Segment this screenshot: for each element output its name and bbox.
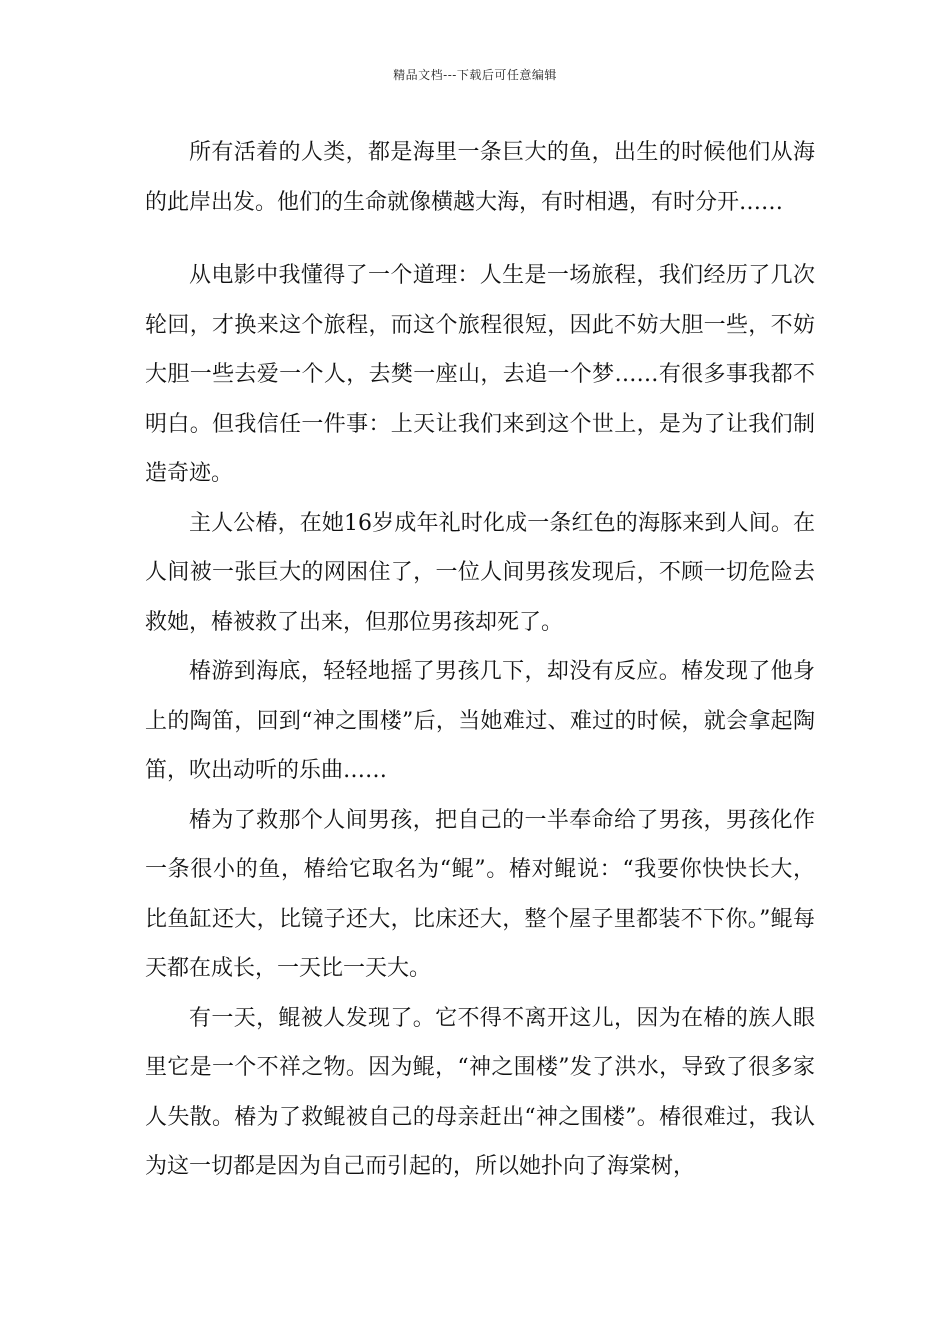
paragraph-2: 从电影中我懂得了一个道理：人生是一场旅程，我们经历了几次轮回，才换来这个旅程，而这个旅程很短，因此不妨大胆一些，不妨大胆一些去爱一个人，去樊一座山，去追一个梦……有很多事我都不明白。但我信任一件事：上天让我们来到这个世上，是为了让我们制造奇迹。 bbox=[145, 263, 815, 486]
paragraph-4: 椿游到海底，轻轻地摇了男孩几下，却没有反应。椿发现了他身上的陶笛，回到“神之围楼”后，当她难过、难过的时候，就会拿起陶笛，吹出动听的乐曲…… bbox=[145, 659, 815, 783]
paragraph-5: 椿为了救那个人间男孩，把自己的一半奉命给了男孩，男孩化作一条很小的鱼，椿给它取名为“鲲”。椿对鲲说：“我要你快快长大，比鱼缸还大，比镜子还大，比床还大，整个屋子里都装不下你。”鲲每天都在成长，一天比一天大。 bbox=[145, 807, 815, 981]
paragraph-3: 主人公椿，在她16岁成年礼时化成一条红色的海豚来到人间。在人间被一张巨大的网困住了，一位人间男孩发现后，不顾一切危险去救她，椿被救了出来，但那位男孩却死了。 bbox=[145, 510, 815, 635]
page-header: 精品文档---下载后可任意编辑 bbox=[393, 68, 557, 82]
paragraph-6: 有一天，鲲被人发现了。它不得不离开这儿，因为在椿的族人眼里它是一个不祥之物。因为鲲，“神之围楼”发了洪水，导致了很多家人失散。椿为了救鲲被自己的母亲赶出“神之围楼”。椿很难过，我认为这一切都是因为自己而引起的，所以她扑向了海棠树， bbox=[145, 1005, 815, 1179]
document-body bbox=[145, 128, 815, 1192]
paragraph-1: 所有活着的人类，都是海里一条巨大的鱼，出生的时候他们从海的此岸出发。他们的生命就像横越大海，有时相遇，有时分开…… bbox=[145, 140, 815, 215]
